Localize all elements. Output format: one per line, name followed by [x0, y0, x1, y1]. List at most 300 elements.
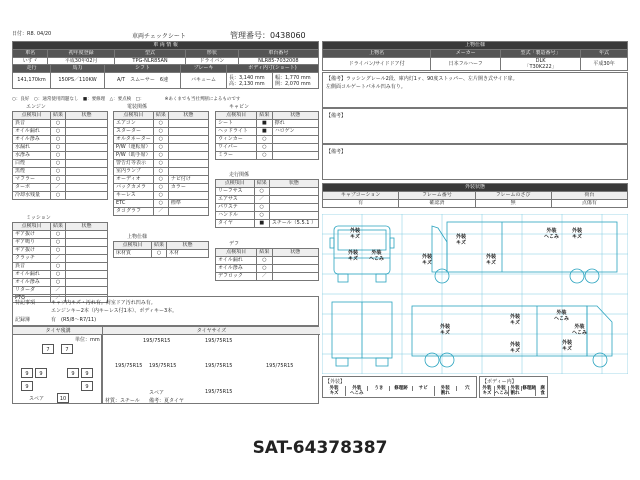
- tyre-size-box: [102, 326, 319, 404]
- check-result: ○: [51, 136, 66, 144]
- remarks-box-2: [322, 108, 628, 144]
- check-item: P/W（運転席）: [114, 144, 154, 152]
- check-result: ○: [51, 271, 66, 279]
- table-row: [216, 128, 319, 136]
- header-first-reg: 初年度登録: [48, 50, 115, 58]
- check-condition: [66, 255, 108, 263]
- check-condition: [66, 239, 108, 247]
- table-row: [13, 160, 108, 168]
- header-body-name: 上物名: [323, 50, 431, 58]
- check-condition: [66, 279, 108, 287]
- table-row: [216, 152, 319, 160]
- table-row: [13, 271, 108, 279]
- header-power: 馬力: [51, 65, 105, 73]
- table-row: [216, 120, 319, 128]
- tyre-size-rl-out: 195/75R15: [115, 363, 143, 369]
- groove-rear-6: 9: [81, 381, 93, 391]
- check-result: ○: [257, 265, 272, 273]
- table-row: [13, 136, 108, 144]
- check-item: エアコン: [114, 120, 154, 128]
- check-item: 水漏れ: [13, 144, 51, 152]
- legend-item: うき: [367, 386, 389, 391]
- diff-section: [215, 241, 319, 281]
- loading-col-header: 状態: [167, 242, 209, 250]
- check-result: ■: [257, 120, 272, 128]
- value-maker: 日本フルハーフ: [431, 58, 501, 71]
- damage-tag: 外装 キズ: [572, 228, 583, 240]
- check-result: ○: [51, 279, 66, 287]
- loading-spec-table: [322, 41, 628, 71]
- header-chassis: 車台番号: [238, 50, 318, 58]
- electrical-table: [113, 111, 209, 216]
- remarks3-label: 【備考】: [326, 149, 347, 155]
- check-item: オイル漏れ: [13, 271, 51, 279]
- check-condition: [272, 257, 318, 265]
- check-item: オイル漏れ: [13, 128, 51, 136]
- check-item: 白煙: [13, 160, 51, 168]
- table-row: [216, 196, 319, 204]
- check-condition: [168, 208, 208, 216]
- engine-col-header: 結果: [51, 112, 66, 120]
- check-result: ○: [51, 263, 66, 271]
- groove-rear-2: 9: [35, 368, 47, 378]
- damage-tag: 外装 キズ: [440, 324, 451, 336]
- check-result: ○: [153, 152, 168, 160]
- check-item: オイル滲み: [216, 265, 257, 273]
- check-result: ○: [257, 144, 272, 152]
- spare-groove-label: スペア: [29, 396, 45, 402]
- check-condition: [66, 271, 108, 279]
- table-row: [216, 265, 319, 273]
- value-bed: 点傷有: [551, 200, 627, 208]
- check-item: リーフサス: [216, 188, 255, 196]
- legend-item: 外装 へこみ: [345, 386, 367, 396]
- running-section-title: 走行関係: [229, 172, 250, 178]
- check-condition: ハロゲン: [272, 128, 318, 136]
- tyre-groove-title: タイヤ残溝: [13, 327, 103, 335]
- check-item: 水滲み: [13, 152, 51, 160]
- check-item: 警告灯等表示: [114, 160, 154, 168]
- record-text: 有 (R5/8〜R7/11): [51, 317, 97, 323]
- remarks2-label: 【備考】: [326, 113, 347, 119]
- value-cab-caution: 有: [323, 200, 399, 208]
- check-condition: [272, 152, 318, 160]
- running-section: [215, 172, 319, 228]
- check-item: タイヤ: [216, 220, 255, 228]
- check-result: ○: [51, 128, 66, 136]
- remarks1-label: 【備考】: [326, 76, 347, 82]
- table-row: [13, 231, 108, 239]
- check-result: ○: [153, 144, 168, 152]
- value-year: 平成30年: [581, 58, 628, 71]
- check-result: ／: [254, 196, 269, 204]
- table-row: [114, 128, 209, 136]
- remarks1-line1: [326, 75, 518, 82]
- table-row: [13, 192, 108, 200]
- legend-item: サビ: [412, 386, 434, 391]
- value-car-name: いすゞ: [13, 58, 48, 66]
- running-table: [215, 179, 319, 228]
- check-result: ／: [153, 208, 168, 216]
- loading-col-header: 点検項目: [114, 242, 152, 250]
- damage-tag: 外装 キズ: [350, 228, 361, 240]
- table-row: [13, 255, 108, 263]
- engine-table: [12, 111, 108, 200]
- check-item: ワイパー: [216, 144, 257, 152]
- header-brake: ブレーキ: [181, 65, 227, 73]
- exterior-legend-items: [323, 385, 478, 399]
- remarks1-text: ラッシングレール2段、庫内灯1ヶ、90度ストッパー、左片開き式サイド扉。: [346, 76, 518, 82]
- tyre-spare-size-label: スペア: [149, 390, 165, 396]
- loading-spec-title: 上物仕様: [323, 42, 628, 50]
- tyre-size-rr-out: 195/75R15: [266, 363, 294, 369]
- value-brake: バキューム: [181, 73, 227, 89]
- check-item: マフラー: [13, 176, 51, 184]
- diff-col-header: 点検項目: [216, 249, 257, 257]
- damage-tag: 外装 キズ: [348, 250, 359, 262]
- dim-width: 幅：1,770 mm: [275, 74, 311, 81]
- remarks-box-1: [322, 72, 628, 108]
- special-notes-text-1: キャブ内キズ・汚れ有。荷室ドア汚れ凹み有。: [51, 300, 156, 306]
- vehicle-info-table-2: [12, 64, 319, 89]
- header-maker: メーカー: [431, 50, 501, 58]
- engine-col-header: 点検項目: [13, 112, 51, 120]
- cabin-section: [215, 104, 319, 160]
- engine-section: [12, 104, 108, 200]
- check-result: ○: [153, 184, 168, 192]
- check-condition: [168, 168, 208, 176]
- check-condition: [66, 263, 108, 271]
- tyre-size-rr-in: 195/75R15: [205, 363, 233, 369]
- check-result: ○: [51, 231, 66, 239]
- electrical-col-header: 点検項目: [114, 112, 154, 120]
- remarks-box-3: [322, 144, 628, 180]
- groove-rear-1: 9: [21, 368, 33, 378]
- check-condition: [269, 188, 318, 196]
- table-row: [216, 257, 319, 265]
- exterior-status-table: [322, 183, 628, 208]
- check-condition: 木材: [167, 250, 209, 258]
- groove-front-left: 7: [42, 344, 54, 354]
- body-legend-items: [480, 385, 549, 399]
- header-bed: 荷台: [551, 192, 627, 200]
- check-result: ○: [254, 212, 269, 220]
- table-row: [114, 250, 209, 258]
- check-result: ○: [257, 152, 272, 160]
- check-result: ○: [254, 188, 269, 196]
- damage-tag: 外装 キズ: [486, 254, 497, 266]
- check-item: オイル滲み: [13, 136, 51, 144]
- check-result: ／: [51, 184, 66, 192]
- tyre-groove-unit: 単位：mm: [75, 337, 100, 343]
- header-cab-caution: キャブコーション: [323, 192, 399, 200]
- table-row: [13, 263, 108, 271]
- table-row: [114, 168, 209, 176]
- check-item: デフロック: [216, 273, 257, 281]
- groove-rear-3: 9: [67, 368, 79, 378]
- check-item: オルタネーター: [114, 136, 154, 144]
- check-condition: 標準: [168, 200, 208, 208]
- check-condition: [168, 128, 208, 136]
- check-result: ○: [51, 152, 66, 160]
- check-condition: [269, 212, 318, 220]
- electrical-section: [113, 104, 209, 216]
- check-condition: [66, 120, 108, 128]
- check-item: ヘッドライト: [216, 128, 257, 136]
- groove-front-right: 7: [61, 344, 73, 354]
- running-col-header: 結果: [254, 180, 269, 188]
- stock-id: SAT-64378387: [252, 438, 388, 458]
- check-item: オーディオ: [114, 176, 154, 184]
- groove-rear-5: 9: [21, 381, 33, 391]
- check-condition: [168, 144, 208, 152]
- check-result: ／: [257, 273, 272, 281]
- check-item: ギア抜け: [13, 247, 51, 255]
- mission-col-header: 状態: [66, 223, 108, 231]
- check-condition: カラー: [168, 184, 208, 192]
- check-item: キーレス: [114, 192, 154, 200]
- check-item: ウィンカー: [216, 136, 257, 144]
- check-result: ○: [153, 160, 168, 168]
- body-serial: 「T30K222」: [524, 64, 557, 70]
- vehicle-info-table: [12, 41, 319, 66]
- check-condition: [168, 192, 208, 200]
- check-result: ○: [153, 120, 168, 128]
- check-result: ○: [153, 168, 168, 176]
- spare-groove-value: 10: [57, 393, 69, 403]
- exterior-status-title: 外装状態: [323, 184, 628, 192]
- vehicle-info-title: 車 両 情 報: [13, 42, 319, 50]
- table-row: [216, 136, 319, 144]
- legend-item: 外装 キズ: [329, 386, 339, 396]
- check-item: ミラー: [216, 152, 257, 160]
- value-body-name: ドライバン/サイドドア付: [323, 58, 431, 71]
- value-power: 150PS／110KW: [51, 73, 105, 89]
- dim-opening: 開：2,070 mm: [275, 80, 311, 87]
- diff-section-title: デフ: [229, 241, 240, 247]
- tyre-size-fl: 195/75R15: [143, 338, 171, 344]
- date-label: 日付：R8. 04/20: [12, 31, 52, 37]
- legend-item: 腐 食: [535, 386, 549, 396]
- check-condition: [168, 136, 208, 144]
- record-label: 記録簿: [15, 317, 31, 323]
- management-number: 管理番号：0438060: [230, 31, 306, 40]
- table-row: [114, 152, 209, 160]
- damage-tag: 外装 へこみ: [544, 228, 560, 240]
- check-result: ○: [51, 247, 66, 255]
- header-frame-rust: フレームのさび: [475, 192, 551, 200]
- table-row: [114, 120, 209, 128]
- engine-section-title: エンジン: [26, 104, 46, 110]
- value-first-reg: 平成30年02月: [48, 58, 115, 66]
- exterior-legend-title: 【外装】: [325, 379, 346, 385]
- electrical-col-header: 状態: [168, 112, 208, 120]
- cabin-col-header: 状態: [272, 112, 318, 120]
- remarks1-line2: 左側面コルゲートパネル凹み有り。: [326, 84, 406, 90]
- damage-tag: 外装 へこみ: [554, 310, 570, 322]
- check-result: ○: [257, 257, 272, 265]
- check-item: パワステ: [216, 204, 255, 212]
- mission-col-header: 点検項目: [13, 223, 51, 231]
- table-row: [13, 176, 108, 184]
- value-chassis: NLR85-7032008: [238, 58, 318, 66]
- check-result: ○: [153, 176, 168, 184]
- mission-section: [12, 215, 108, 303]
- body-legend: [479, 376, 548, 398]
- check-condition: [66, 128, 108, 136]
- check-result: ○: [153, 200, 168, 208]
- check-condition: [168, 152, 208, 160]
- damage-tag: 外装 キズ: [422, 254, 433, 266]
- table-row: [114, 160, 209, 168]
- check-item: シート: [216, 120, 257, 128]
- check-condition: [66, 152, 108, 160]
- check-result: ○: [152, 250, 167, 258]
- check-result: ■: [257, 128, 272, 136]
- table-row: [13, 184, 108, 192]
- value-shift: A/T スムーサー 6速: [105, 73, 181, 89]
- cabin-col-header: 点検項目: [216, 112, 257, 120]
- check-item: ETC: [114, 200, 154, 208]
- loading-section-title: 上物仕様: [127, 234, 148, 240]
- check-result: ○: [257, 136, 272, 144]
- table-row: [114, 208, 209, 216]
- table-row: [13, 239, 108, 247]
- damage-tag: 外装 キズ: [510, 314, 521, 326]
- check-result: ／: [51, 287, 66, 295]
- header-frame-no: フレーム番号: [399, 192, 475, 200]
- header-year: 年式: [581, 50, 628, 58]
- check-result: ／: [51, 295, 66, 303]
- check-item: ギア抜け: [13, 231, 51, 239]
- check-condition: [66, 184, 108, 192]
- check-item: 冷却水残量: [13, 192, 51, 200]
- table-row: [216, 188, 319, 196]
- check-condition: [272, 144, 318, 152]
- check-condition: 擦れ: [272, 120, 318, 128]
- cabin-table: [215, 111, 319, 160]
- check-item: ターボ: [13, 184, 51, 192]
- damage-tag: 外装 キズ: [562, 340, 573, 352]
- legend-text: ○：良好 ○：通常使用問題なし ■：要修理 △：要点検 □： ※あくまでも当社判断によるものです: [12, 97, 241, 102]
- check-item: バックカメラ: [114, 184, 154, 192]
- table-row: [13, 120, 108, 128]
- check-item: エアサス: [216, 196, 255, 204]
- check-condition: [272, 136, 318, 144]
- check-condition: [66, 176, 108, 184]
- special-notes-text-2: エンジンキー2本（内キーレス付1本）、ボディキー3本。: [51, 308, 178, 314]
- check-result: ○: [51, 168, 66, 176]
- check-item: ハンドル: [216, 212, 255, 220]
- check-condition: [66, 231, 108, 239]
- check-result: ○: [153, 136, 168, 144]
- value-dims-a: [227, 73, 273, 89]
- table-row: [114, 176, 209, 184]
- check-result: ○: [51, 144, 66, 152]
- check-item: 異音: [13, 120, 51, 128]
- check-result: ○: [51, 239, 66, 247]
- check-item: ギア鳴り: [13, 239, 51, 247]
- tyre-size-title: タイヤサイズ: [103, 327, 320, 335]
- legend-item: 修理跡: [522, 386, 536, 391]
- header-mileage: 走行: [13, 65, 51, 73]
- check-result: ○: [51, 160, 66, 168]
- dim-length: 長：3,140 mm: [229, 74, 265, 81]
- sheet-title: 車両チェックシート: [132, 33, 186, 40]
- electrical-col-header: 結果: [153, 112, 168, 120]
- check-condition: [66, 247, 108, 255]
- check-result: ○: [51, 192, 66, 200]
- cabin-section-title: キャビン: [229, 104, 250, 110]
- check-item: リターダ: [13, 287, 51, 295]
- check-result: ○: [153, 128, 168, 136]
- check-condition: [272, 265, 318, 273]
- body-model-text: DLK: [535, 58, 546, 64]
- table-row: [114, 144, 209, 152]
- check-condition: スチール（5.5.1 ）: [269, 220, 318, 228]
- table-row: [13, 144, 108, 152]
- check-condition: [269, 196, 318, 204]
- check-result: ／: [51, 255, 66, 263]
- legend-item: 外装 キズ: [482, 386, 492, 396]
- check-result: ○: [51, 176, 66, 184]
- mission-table: [12, 222, 108, 303]
- table-row: [13, 247, 108, 255]
- table-row: [114, 184, 209, 192]
- value-mileage: 141,170km: [13, 73, 51, 89]
- check-item: 黒煙: [13, 168, 51, 176]
- table-row: [13, 279, 108, 287]
- table-row: [114, 136, 209, 144]
- header-body-dims: ボディ内寸(ショート): [227, 65, 319, 73]
- header-car-name: 車名: [13, 50, 48, 58]
- check-item: PTO: [13, 295, 51, 303]
- table-row: [13, 287, 108, 295]
- check-condition: [66, 192, 108, 200]
- mission-col-header: 結果: [51, 223, 66, 231]
- dim-height: 高：2,130 mm: [229, 80, 265, 87]
- check-condition: [269, 204, 318, 212]
- check-item: タコグラフ: [114, 208, 154, 216]
- legend-item: 外装 へこみ: [494, 386, 509, 396]
- loading-table: [113, 241, 209, 258]
- mission-section-title: ミッション: [26, 215, 51, 221]
- header-shape: 形状: [186, 50, 239, 58]
- special-notes-label: 特記事項: [15, 300, 36, 306]
- diff-col-header: 結果: [257, 249, 272, 257]
- loading-check-section: [113, 234, 209, 258]
- tyre-groove-box: [12, 326, 102, 404]
- table-row: [216, 212, 319, 220]
- tyre-size-fr: 195/75R15: [205, 338, 233, 344]
- table-row: [13, 128, 108, 136]
- check-item: オイル漏れ: [216, 257, 257, 265]
- damage-tag: 外装 へこみ: [572, 324, 588, 336]
- notes-box: [12, 296, 319, 326]
- table-row: [216, 204, 319, 212]
- loading-col-header: 結果: [152, 242, 167, 250]
- legend-item: 修理跡: [389, 386, 411, 391]
- damage-tag: 外装 キズ: [456, 234, 467, 246]
- check-condition: [168, 120, 208, 128]
- value-shape: ドライバン: [186, 58, 239, 66]
- value-dims-b: [273, 73, 319, 89]
- tyre-spare-size: 195/75R15: [205, 389, 233, 395]
- running-col-header: 点検項目: [216, 180, 255, 188]
- check-condition: [66, 168, 108, 176]
- value-model: TPG-NLR85AN: [114, 58, 185, 66]
- check-condition: [66, 160, 108, 168]
